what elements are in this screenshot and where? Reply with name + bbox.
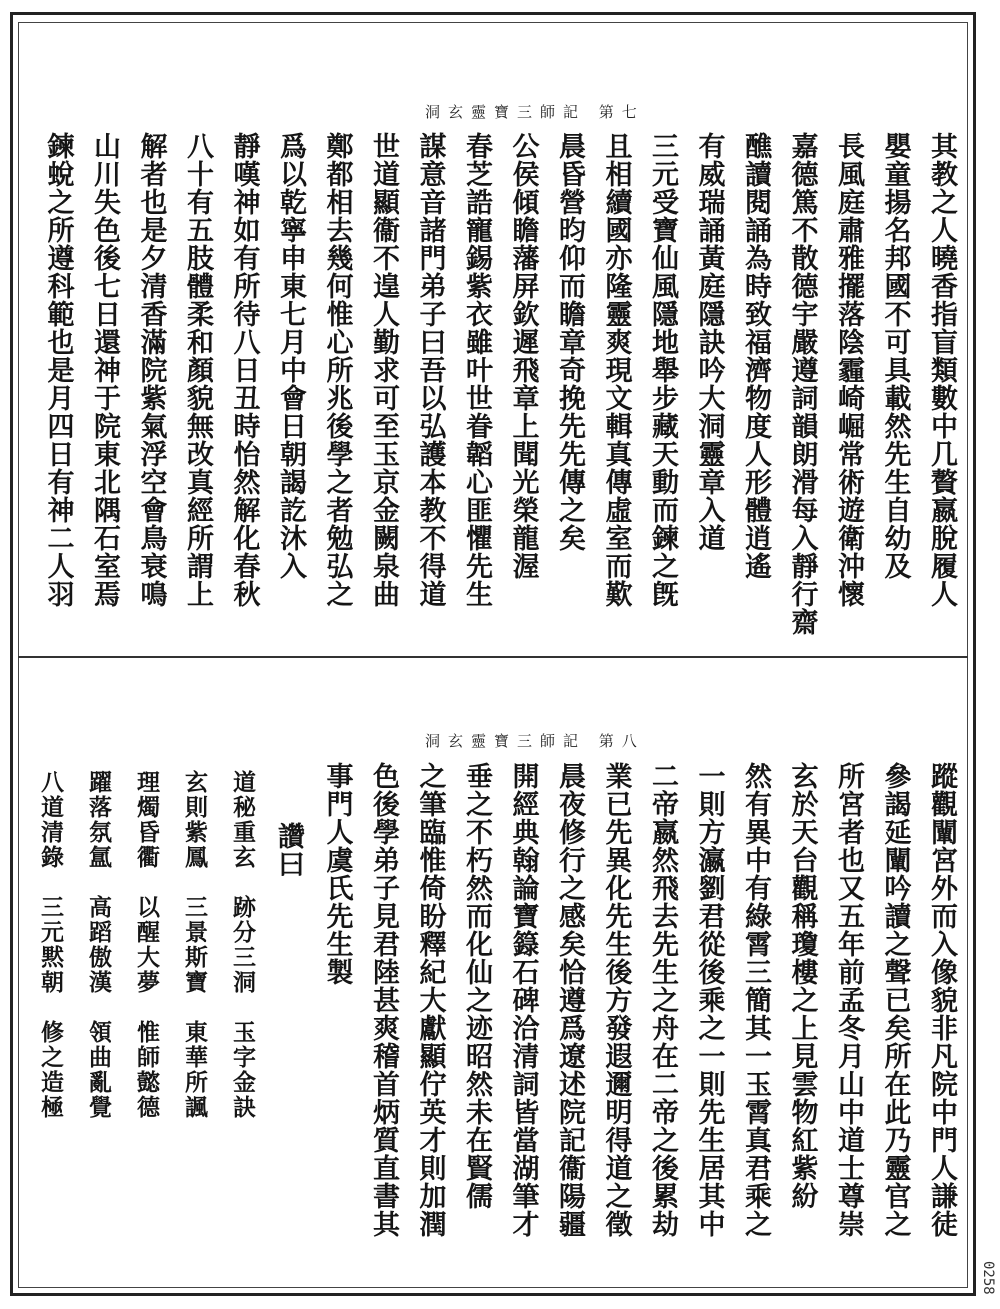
text-column: 靜嘆神如有所待八日丑時怡然解化春秋 xyxy=(228,132,260,608)
verse-column: 道秘重玄 跡分三洞 玉字金訣 xyxy=(229,770,256,1120)
text-column: 謀意音諸門弟子曰吾以弘護本教不得道 xyxy=(414,132,446,608)
page-divider xyxy=(18,656,968,658)
text-column: 垂之不朽然而化仙之迹昭然未在賢儒 xyxy=(461,762,492,1210)
text-column: 解者也是夕清香滿院紫氣浮空會鳥衰鳴 xyxy=(135,132,167,608)
text-column: 參謁延闡吟讀之聲已矣所在此乃靈官之 xyxy=(879,762,911,1238)
text-column: 業已先異化先生後方發遐邇明得道之徵 xyxy=(600,762,632,1238)
text-column: 世道顯衞不遑人勤求可至玉京金闕泉曲 xyxy=(368,132,399,608)
top-page-header: 洞玄靈寶三師記 第七 xyxy=(425,103,645,121)
verse-title: 讚曰 xyxy=(273,822,304,878)
text-column: 然有異中有綠霄三簡其一玉霄真君乘之 xyxy=(740,762,771,1238)
text-column: 晨昏營昀仰而瞻章奇挽先先傳之矣 xyxy=(554,132,585,552)
page-number: 0258 xyxy=(980,1261,996,1295)
text-column: 八十有五肢體柔和顏貌無改真經所謂上 xyxy=(182,132,213,608)
text-column: 爲以乾寧申東七月中會日朝謁訖沐入 xyxy=(275,132,306,580)
text-column: 山川失色後七日還神于院東北隅石室焉 xyxy=(89,132,120,608)
text-column: 之筆臨惟倚盼釋紀大獻顯佇英才則加潤 xyxy=(414,762,446,1238)
text-column: 蹤觀闡宮外而入像貌非凡院中門人謙徒 xyxy=(926,762,957,1238)
text-column: 所宮者也又五年前孟冬月山中道士尊崇 xyxy=(833,762,864,1238)
verse-column: 八道清錄 三元黙朝 修之造極 xyxy=(37,770,64,1120)
text-column: 鄭都相去幾何惟心所兆後學之者勉弘之 xyxy=(321,132,353,608)
text-column: 醮讀閱誦為時致福濟物度人形體逍遙 xyxy=(740,132,771,580)
text-column: 且相續國亦隆靈爽現文輯真傳虛室而歎 xyxy=(600,132,632,608)
text-column: 一則方瀛劉君從後乘之一則先生居其中 xyxy=(693,762,725,1238)
text-column: 嬰童揚名邦國不可具載然先生自幼及 xyxy=(879,132,911,580)
bottom-page-header: 洞玄靈寶三師記 第八 xyxy=(425,732,645,750)
text-column: 事門人虞氏先生製 xyxy=(321,762,353,986)
text-column: 三元受寶仙風隱地舉步藏天動而鍊之旣 xyxy=(647,132,678,608)
text-column: 嘉德篤不散德宇嚴遵詞韻朗滑每入靜行齋 xyxy=(786,132,818,636)
text-column: 開經典翰論寶籙石碑洽清詞皆當湖筆才 xyxy=(507,762,539,1238)
text-column: 二帝嬴然飛去先生之舟在二帝之後累劫 xyxy=(647,762,678,1238)
text-column: 晨夜修行之感矣恰遵爲遼述院記衞陽疆 xyxy=(554,762,585,1238)
text-column: 鍊蛻之所遵科範也是月四日有神二人羽 xyxy=(42,132,74,608)
verse-column: 玄則紫鳳 三景斯寶 東華所諷 xyxy=(181,770,208,1120)
text-column: 玄於天台觀稱瓊樓之上見雲物紅紫紛 xyxy=(786,762,818,1210)
text-column: 長風庭肅雅擺落陰霾崎崛常術遊衛沖懷 xyxy=(833,132,864,608)
text-column: 公侯傾瞻藩屏欽遲飛章上聞光榮龍渥 xyxy=(507,132,539,580)
text-column: 有威瑞誦黃庭隱訣吟大洞靈章入道 xyxy=(693,132,725,552)
text-column: 春芝誥寵錫紫衣雖叶世眷韜心匪懼先生 xyxy=(461,132,492,608)
verse-column: 理燭昏衢 以醒大夢 惟師懿德 xyxy=(133,770,160,1120)
verse-column: 躍落氛氲 高蹈傲漢 領曲亂覺 xyxy=(85,770,112,1120)
text-column: 色後學弟子見君陸甚爽稽首炳質直書其 xyxy=(368,762,399,1238)
text-column: 其教之人曉香指盲類數中几贅嬴脫履人 xyxy=(926,132,957,608)
